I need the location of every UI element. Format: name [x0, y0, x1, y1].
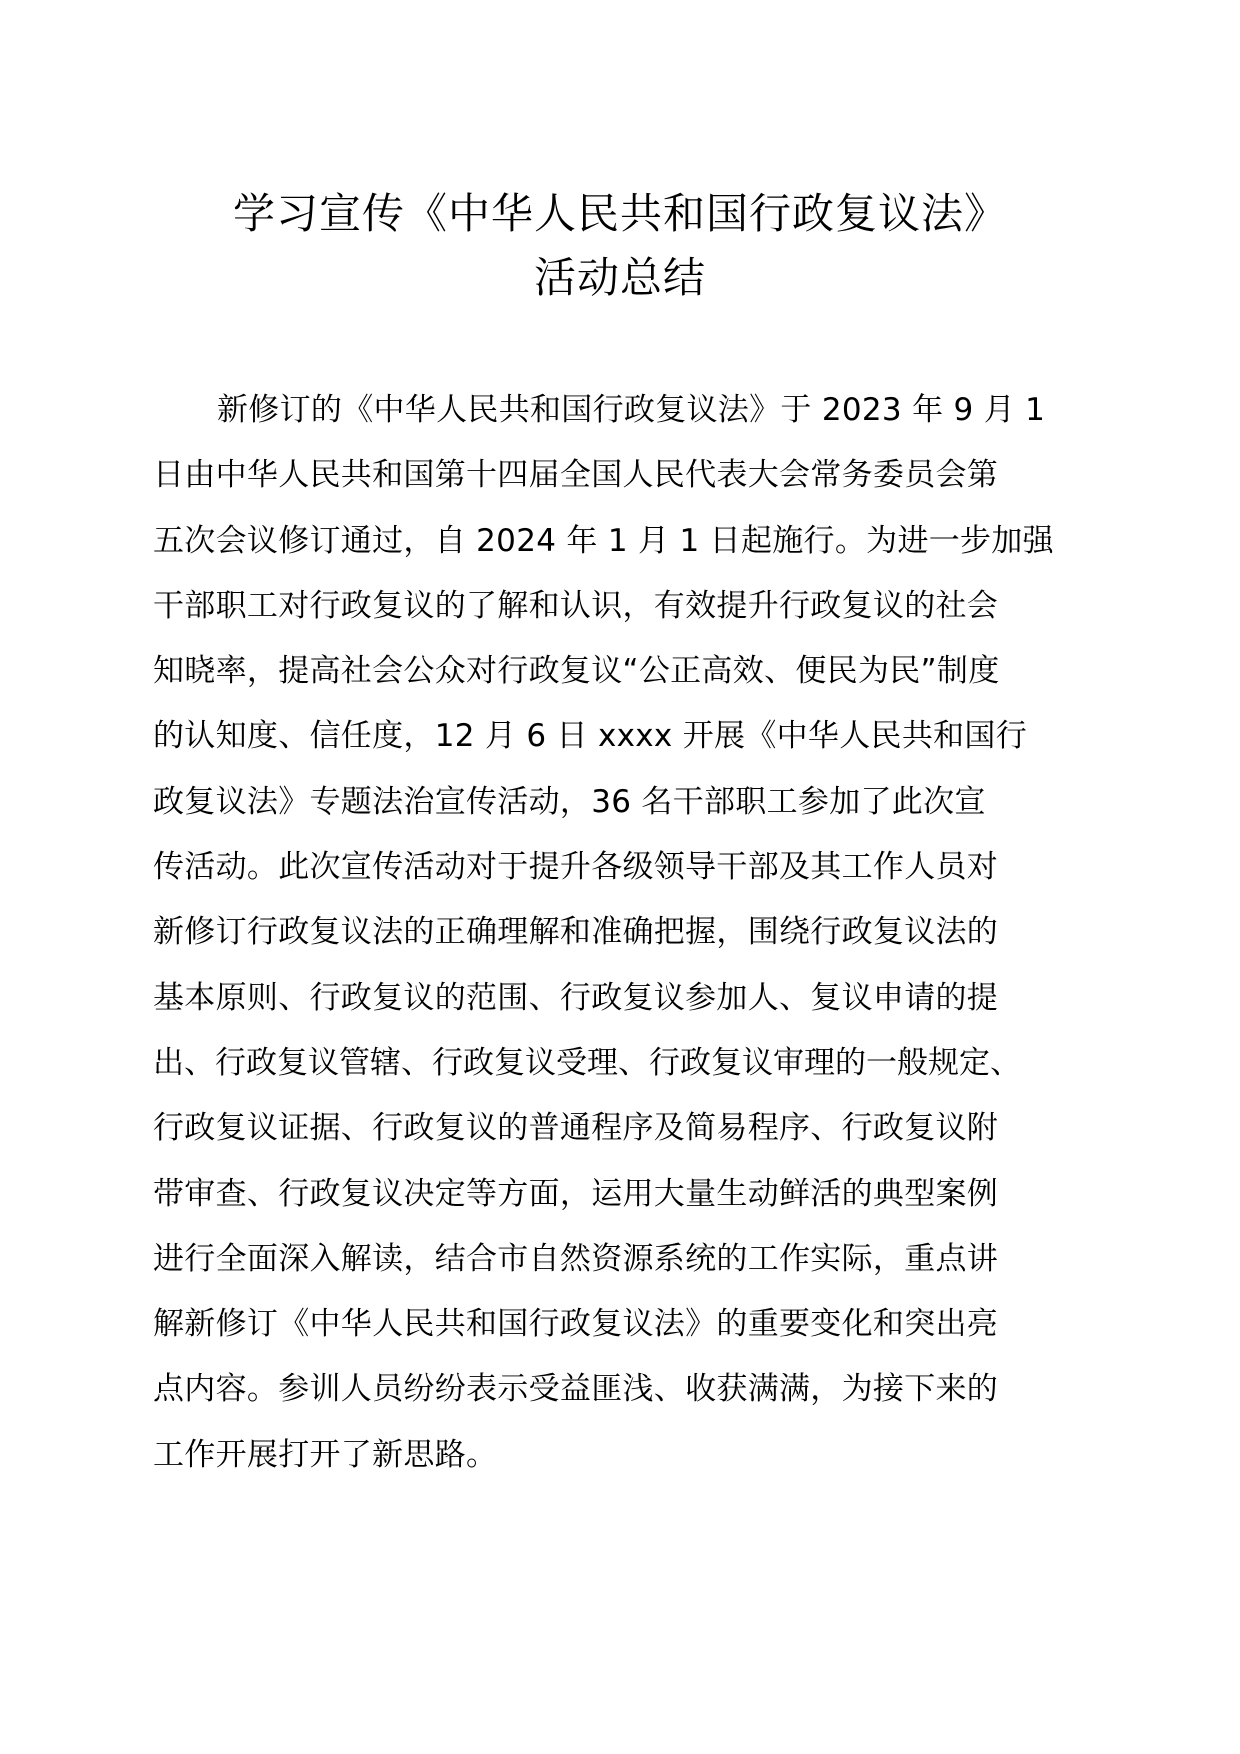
body-line: 进行全面深入解读，结合市自然资源系统的工作实际，重点讲: [153, 1240, 999, 1277]
document-title-line-1: 学习宣传《中华人民共和国行政复议法》: [232, 189, 1007, 238]
body-line: 带审查、行政复议决定等方面，运用大量生动鲜活的典型案例: [153, 1175, 999, 1212]
body-line: 出、行政复议管辖、行政复议受理、行政复议审理的一般规定、: [153, 1044, 1021, 1081]
body-line: 的认知度、信任度，12 月 6 日 xxxx 开展《中华人民共和国行: [153, 718, 1028, 755]
body-line: 解新修订《中华人民共和国行政复议法》的重要变化和突出亮: [153, 1306, 999, 1343]
body-line: 传活动。此次宣传活动对于提升各级领导干部及其工作人员对: [153, 849, 999, 886]
body-line: 工作开展打开了新思路。: [153, 1436, 498, 1473]
document-title-line-2: 活动总结: [533, 253, 706, 302]
body-line: 五次会议修订通过，自 2024 年 1 月 1 日起施行。为进一步加强: [153, 522, 1054, 559]
document-body: [153, 378, 1093, 1488]
body-line: 行政复议证据、行政复议的普通程序及简易程序、行政复议附: [153, 1110, 999, 1147]
body-line: 新修订行政复议法的正确理解和准确把握，围绕行政复议法的: [153, 914, 999, 951]
body-line: 政复议法》专题法治宣传活动，36 名干部职工参加了此次宣: [153, 783, 986, 820]
body-line: 知晓率，提高社会公众对行政复议“公正高效、便民为民”制度: [153, 653, 1000, 690]
body-line: 干部职工对行政复议的了解和认识，有效提升行政复议的社会: [153, 587, 999, 624]
body-line: 新修订的《中华人民共和国行政复议法》于 2023 年 9 月 1: [217, 392, 1046, 428]
body-line: 基本原则、行政复议的范围、行政复议参加人、复议申请的提: [153, 979, 999, 1016]
body-line: 日由中华人民共和国第十四届全国人民代表大会常务委员会第: [153, 457, 999, 494]
body-line: 点内容。参训人员纷纷表示受益匪浅、收获满满，为接下来的: [153, 1371, 999, 1408]
